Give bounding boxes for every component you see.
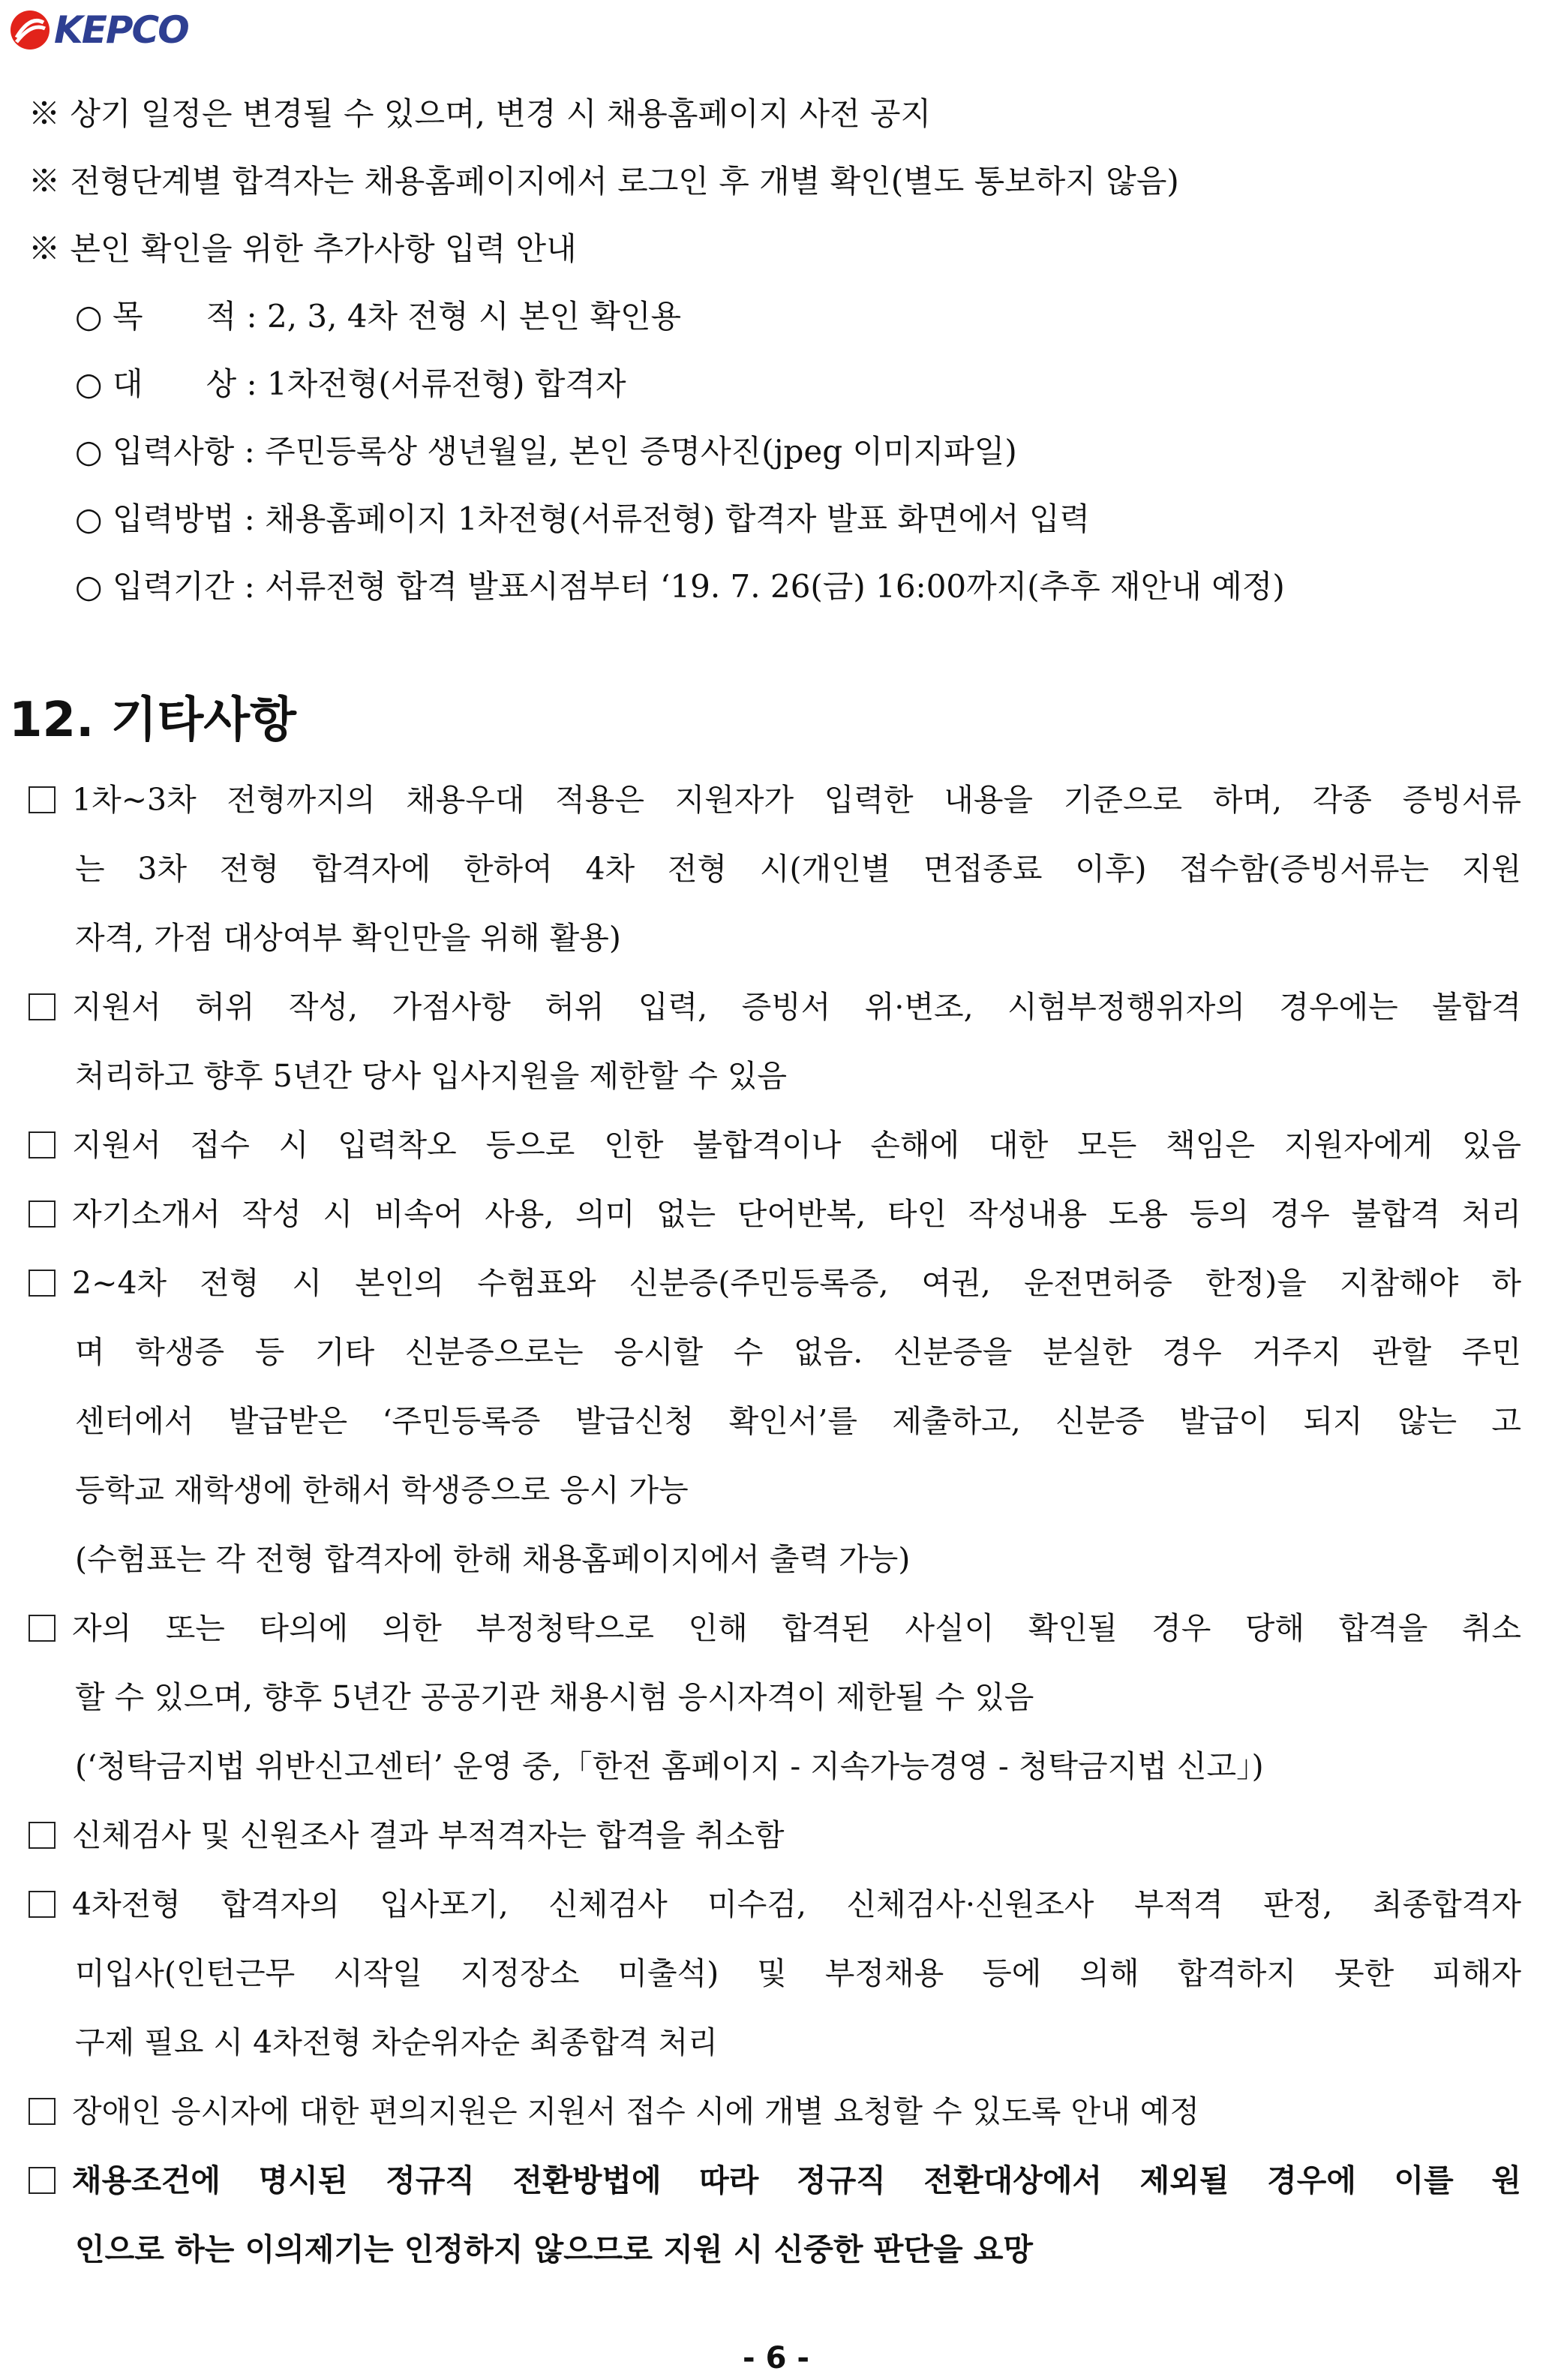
list-item-continuation: 인으로 하는 이의제기는 인정하지 않으므로 지원 시 신중한 판단을 요망 (75, 2231, 1034, 2267)
list-item: 지원서 허위 작성, 가점사항 허위 입력, 증빙서 위·변조, 시험부정행위자의 경우에는 불합격 (29, 987, 1521, 1026)
list-item-continuation: 구제 필요 시 4차전형 차순위자순 최종합격 처리 (75, 2024, 718, 2060)
list-item: 자기소개서 작성 시 비속어 사용, 의미 없는 단어반복, 타인 작성내용 도용 등의 경우 불합격 처리 (29, 1195, 1521, 1234)
list-item-continuation: 할 수 있으며, 향후 5년간 공공기관 채용시험 응시자격이 제한될 수 있음 (75, 1679, 1034, 1715)
list-item: 1차~3차 전형까지의 채용우대 적용은 지원자가 입력한 내용을 기준으로 하며, 각종 증빙서류 (29, 780, 1521, 819)
list-item-continuation: 자격, 가점 대상여부 확인만을 위해 활용) (75, 920, 621, 956)
checkbox-square-icon (29, 1822, 56, 1849)
kepco-emblem-icon (9, 9, 51, 51)
page-number: - 6 - (743, 2341, 809, 2375)
list-item-continuation: 미입사(인턴근무 시작일 지정장소 미출석) 및 부정채용 등에 의해 합격하지 못한 피해자 (75, 1955, 1521, 1991)
checkbox-square-icon (29, 786, 56, 813)
checkbox-square-icon (29, 1270, 56, 1297)
logo-text: KEPCO (54, 8, 188, 52)
list-item-continuation: 는 3차 전형 합격자에 한하여 4차 전형 시(개인별 면접종료 이후) 접수함(증빙서류는 지원 (75, 851, 1521, 887)
list-item-continuation: 며 학생증 등 기타 신분증으로는 응시할 수 없음. 신분증을 분실한 경우 거주지 관할 주민 (75, 1334, 1521, 1370)
checkbox-square-icon (29, 2098, 56, 2125)
list-item-continuation: 등학교 재학생에 한해서 학생증으로 응시 가능 (75, 1472, 689, 1508)
checkbox-square-icon (29, 1615, 56, 1642)
list-item: 2∼4차 전형 시 본인의 수험표와 신분증(주민등록증, 여권, 운전면허증 한정)을 지참해야 하 (29, 1264, 1521, 1303)
list-item-continuation: (‘청탁금지법 위반신고센터’ 운영 중,「한전 홈페이지 - 지속가능경영 - 청탁금지법 신고」) (75, 1748, 1264, 1784)
info-line: ○ 입력기간 : 서류전형 합격 발표시점부터 ‘19. 7. 26(금) 16:00까지(추후 재안내 예정) (75, 568, 1285, 605)
checkbox-square-icon (29, 1201, 56, 1228)
info-line: ○ 목 적 : 2, 3, 4차 전형 시 본인 확인용 (75, 298, 682, 335)
checkbox-square-icon (29, 993, 56, 1020)
checkbox-square-icon (29, 2167, 56, 2194)
checkbox-square-icon (29, 1891, 56, 1918)
list-item: 지원서 접수 시 입력착오 등으로 인한 불합격이나 손해에 대한 모든 책임은 지원자에게 있음 (29, 1125, 1521, 1164)
section-title: 12. 기타사항 (9, 693, 296, 748)
list-item-emphasis: 채용조건에 명시된 정규직 전환방법에 따라 정규직 전환대상에서 제외될 경우에 이를 원 (29, 2161, 1521, 2200)
note-line: ※ 상기 일정은 변경될 수 있으며, 변경 시 채용홈페이지 사전 공지 (29, 95, 932, 132)
info-line: ○ 대 상 : 1차전형(서류전형) 합격자 (75, 365, 626, 402)
kepco-logo (9, 9, 188, 51)
list-item: 4차전형 합격자의 입사포기, 신체검사 미수검, 신체검사·신원조사 부적격 판정, 최종합격자 (29, 1885, 1521, 1924)
list-item: 신체검사 및 신원조사 결과 부적격자는 합격을 취소함 (29, 1816, 1521, 1855)
list-item-continuation: 센터에서 발급받은 ‘주민등록증 발급신청 확인서’를 제출하고, 신분증 발급이 되지 않는 고 (75, 1403, 1521, 1439)
list-item: 자의 또는 타의에 의한 부정청탁으로 인해 합격된 사실이 확인될 경우 당해 합격을 취소 (29, 1609, 1521, 1648)
list-item: 장애인 응시자에 대한 편의지원은 지원서 접수 시에 개별 요청할 수 있도록 안내 예정 (29, 2092, 1521, 2131)
checkbox-square-icon (29, 1131, 56, 1158)
info-line: ○ 입력사항 : 주민등록상 생년월일, 본인 증명사진(jpeg 이미지파일) (75, 433, 1017, 470)
note-line: ※ 본인 확인을 위한 추가사항 입력 안내 (29, 230, 577, 267)
info-line: ○ 입력방법 : 채용홈페이지 1차전형(서류전형) 합격자 발표 화면에서 입력 (75, 500, 1091, 537)
note-line: ※ 전형단계별 합격자는 채용홈페이지에서 로그인 후 개별 확인(별도 통보하지 않음) (29, 163, 1179, 200)
list-item-continuation: (수험표는 각 전형 합격자에 한해 채용홈페이지에서 출력 가능) (75, 1541, 911, 1577)
list-item-continuation: 처리하고 향후 5년간 당사 입사지원을 제한할 수 있음 (75, 1058, 788, 1094)
